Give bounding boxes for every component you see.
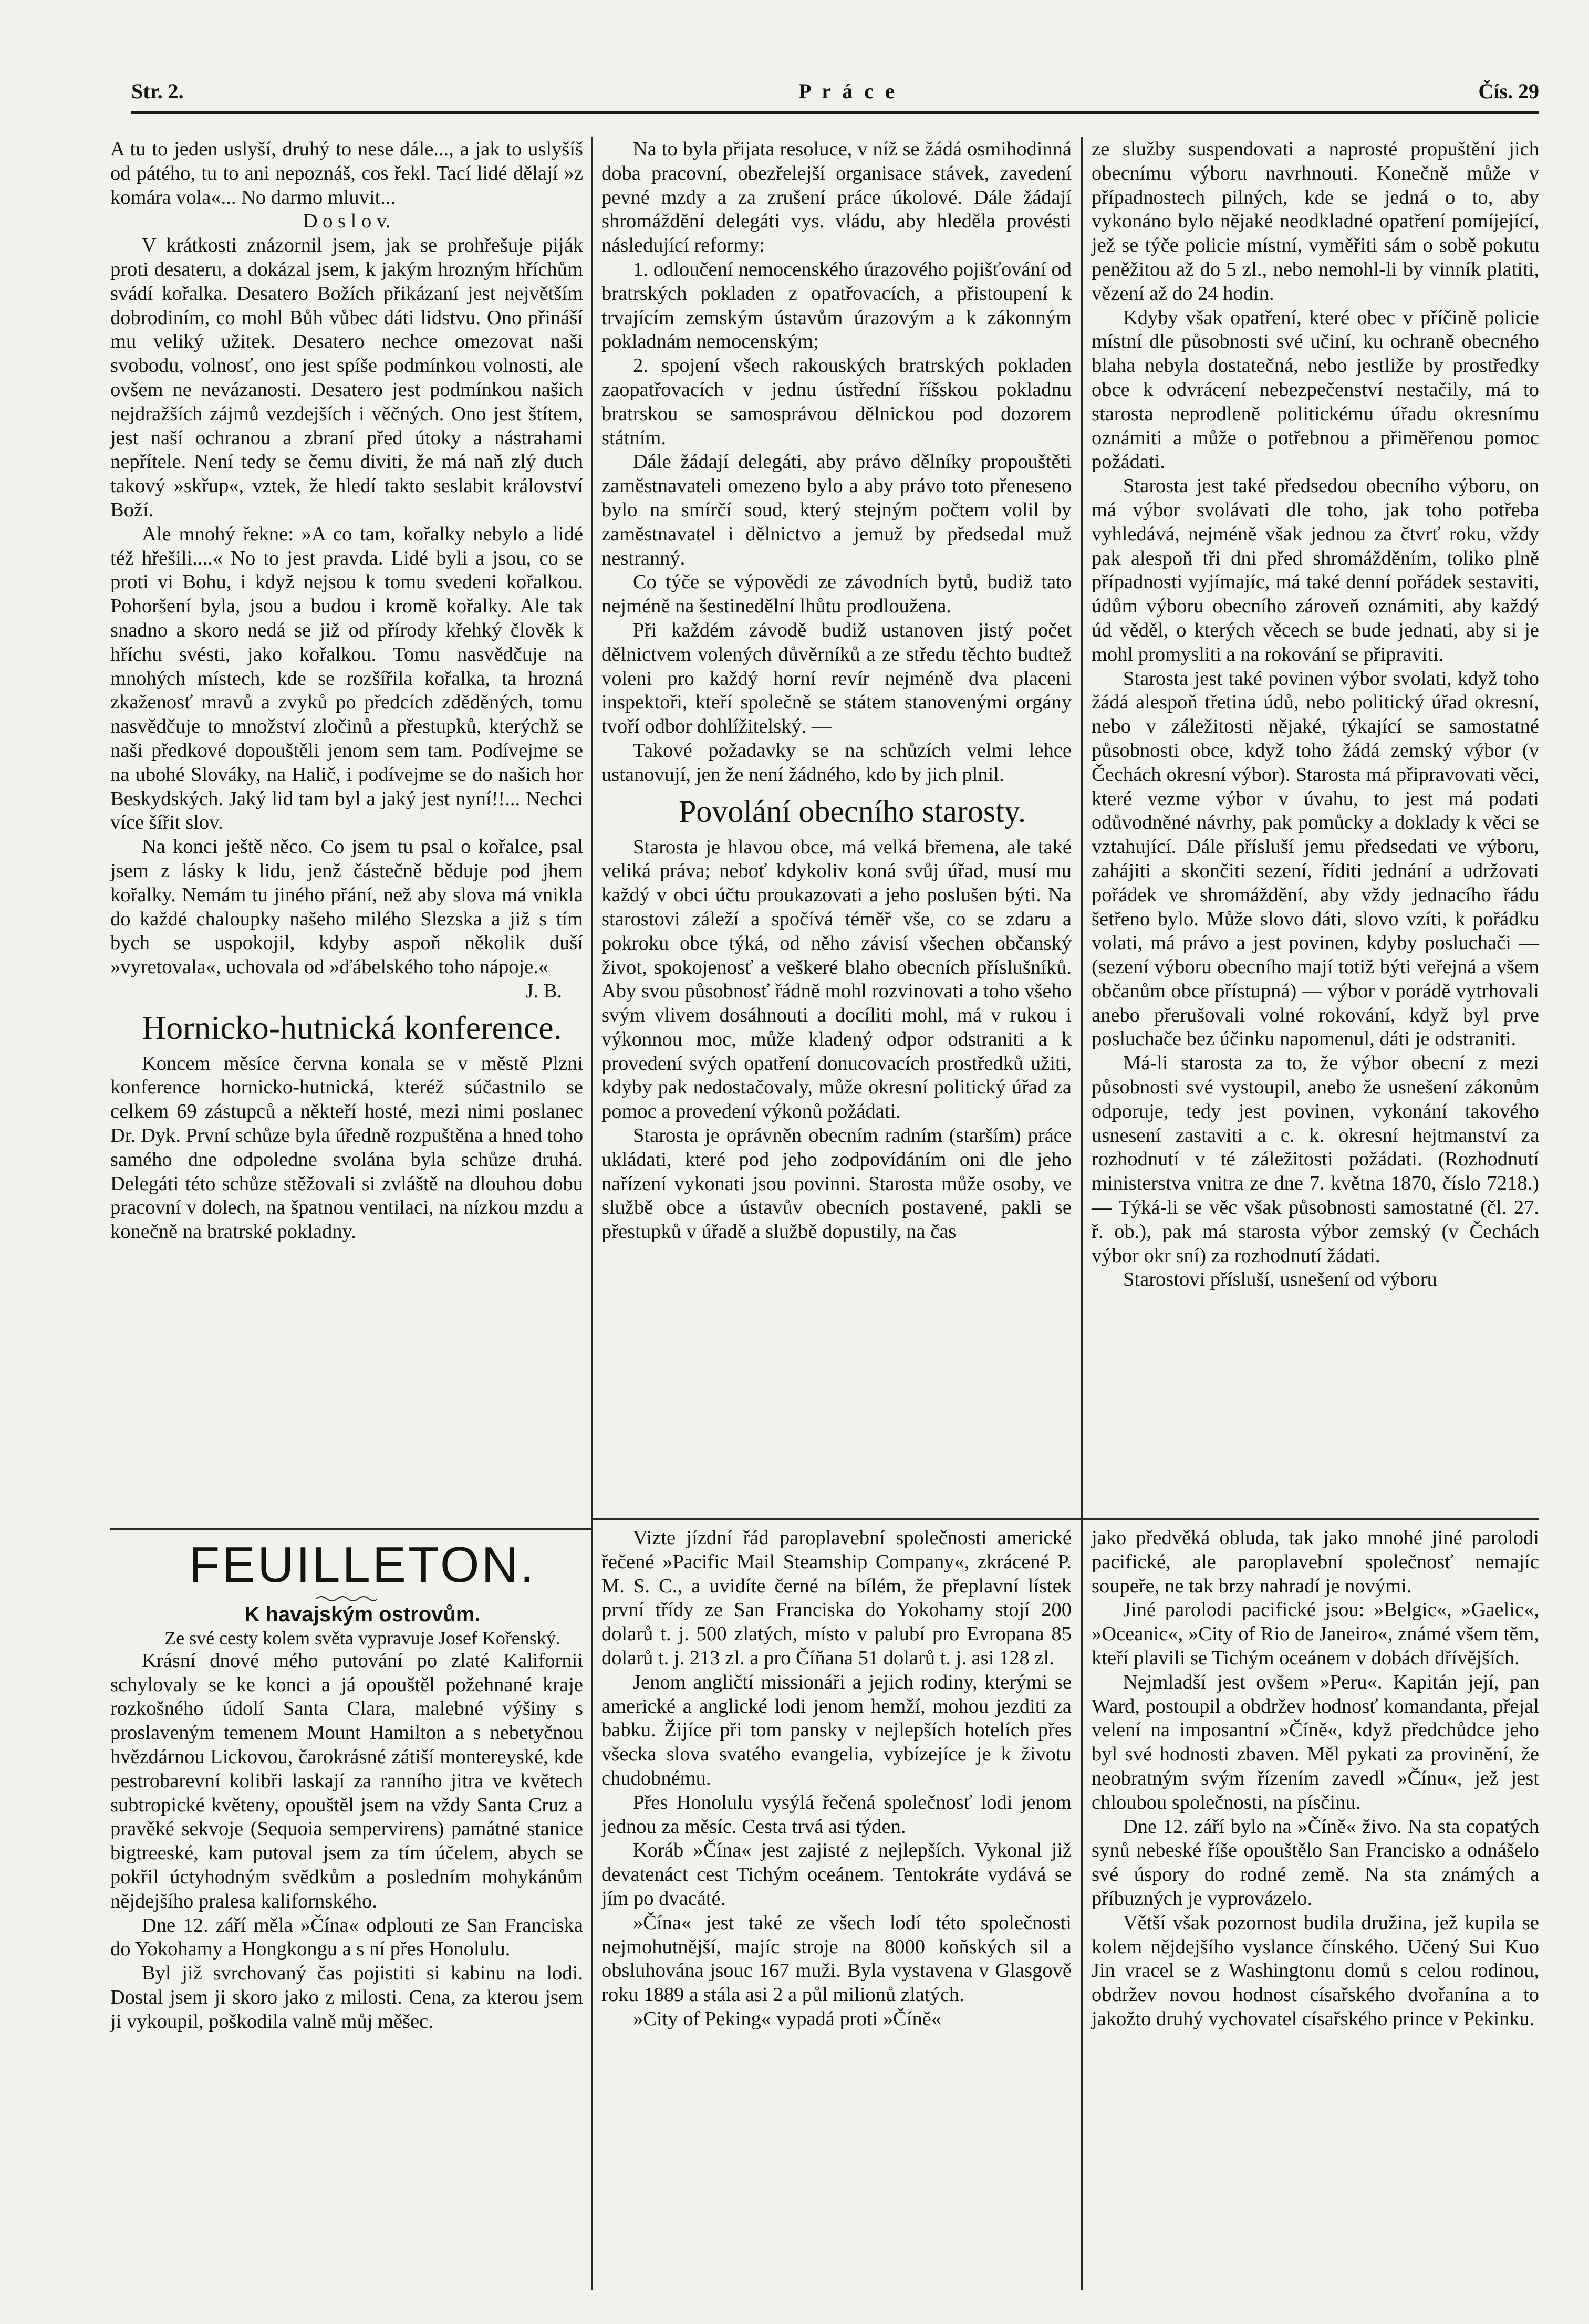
paragraph: Jiné parolodi pacifické jsou: »Belgic«, »Gaelic«, »Oceanic«, »City of Rio de Janeiro«, známé všem těm, kteří plavili se Tichým oceánem v dobách dřívějších. (1092, 1599, 1539, 1669)
issue-number: Čís. 29 (1478, 79, 1539, 103)
paragraph: Starosta jest také předsedou obecního výboru, on má výbor svolávati dle toho, jak toho potřeba vyhledává, nejméně však jednou za čtvrť roku, vždy pak alespoň tři dni před shromážděním, toliko plně případnosti vyjímajíc, má také denní pořádek sestaviti, údům výboru obecního zároveň oznámiti, aby každý úd věděl, o kterých věcech se bude jednati, aby si je mohl promysliti a na rokování se připraviti. (1092, 475, 1539, 665)
column-1 (110, 138, 583, 1244)
paragraph: Vizte jízdní řád paroplavební společnosti americké řečené »Pacific Mail Steamship Company«, zkrácené P. M. S. C., a uvidíte černé na bílém, že přeplavní lístek první třídy ze San Franciska do Yokohamy stojí 200 dolarů t. j. 500 zlatých, místo v palubí pro Evropana 85 dolarů t. j. 213 zl. a pro Číňana 51 dolarů t. j. asi 128 zl. (601, 1527, 1072, 1669)
paragraph: Koncem měsíce června konala se v městě Plzni konference hornicko-hutnická, kteréž súčastnilo se celkem 69 zástupců a někteří hosté, mezi nimi poslanec Dr. Dyk. První schůze byla úředně rozpuštěna a hned toho samého dne odpoledne svolána byla schůze druhá. Delegáti této schůze stěžovali si zvláště na dlouhou dobu pracovní v dolech, na špatnou ventilaci, na nízkou mzdu a konečně na bratrské pokladny. (110, 1052, 583, 1243)
page-header (131, 79, 1539, 110)
paragraph: Má-li starosta za to, že výbor obecní z mezi působnosti své vystoupil, anebo že usnešení zákonům odporuje, tedy jest povinen, vykonání takového usnesení zastaviti a c. k. okresní hejtmanství za rozhodnutí v té záležitosti požádati. (Rozhodnutí ministerstva vnitra ze dne 7. května 1870, číslo 7218.) — Týká-li se věc však působnosti samostatné (čl. 27. ř. ob.), pak má starosta výbor zemský (v Čechách výbor okr sní) za rozhodnutí žádati. (1092, 1052, 1539, 1267)
paragraph: Starosta jest také povinen výbor svolati, když toho žádá alespoň třetina údů, nebo politický úřad okresní, nebo v záležitosti nějaké, týkající se samostatné působnosti obce, když toho žádá zemský výbor (v Čechách okresní výbor). Starosta má připravovati věci, které vezme výbor v úvahu, to jest má podati odůvodněné návrhy, pak pomůcky a doklady k věci se vztahující. Dále přísluší jemu předsedati ve výboru, zahájiti a skončiti sezení, říditi jednání a udržovati pořádek ve shromáždění, aby vždy jednacího řádu šetřeno bylo. Může slovo dáti, slovo vzíti, k pořádku volati, má právo a jest povinen, kdyby posluchači — (sezení výboru obecního mají totiž býti veřejná a všem občanům obce přístupná) — výbor v porádě vytrhovali anebo přerušovali volné rokování, když byl prve posluchače bez účinku napomenul, dáti je odstraniti. (1092, 667, 1539, 1050)
paragraph: Starostovi přísluší, usnešení od výboru (1123, 1268, 1437, 1291)
paragraph: Kdyby však opatření, které obec v příčině policie místní dle působnosti své učiní, ku ochraně obecného blaha nebyla dostatečná, nebo jestliže by prostředky obce k odvrácení nebezpečenství nestačily, má to starosta neprodleně politickému úřadu okresnímu oznámiti a může o potřebnou a přiměřenou pomoc požádati. (1092, 306, 1539, 473)
column-2 (601, 138, 1072, 1244)
feuilleton-title: FEUILLETON. (189, 1537, 536, 1593)
signature: J. B. (525, 979, 562, 1002)
paragraph: Dne 12. září měla »Čína« odplouti ze San Franciska do Yokohamy a Hongkongu a s ní přes Honolulu. (110, 1914, 583, 1961)
ornament-squiggle (315, 1595, 378, 1603)
feuilleton-rule-left (110, 1528, 591, 1530)
paragraph: 1. odloučení nemocenského úrazového pojišťování od bratrských pokladen z opatřovacích, a přistoupení k trvajícím zemským ústavům úrazovým a k zákonným pokladnám nemocenským; (601, 258, 1072, 353)
paragraph: Na konci ještě něco. Co jsem tu psal o kořalce, psal jsem z lásky k lidu, jenž částečně běduje pod jhem kořalky. Nemám tu jiného přání, než aby slova má vnikla do každé chaloupky našeho milého Slezska a již s tím bych se uspokojil, kdyby aspoň několik duší »vyretovala«, uchovala od »ďábelského toho nápoje.« (110, 836, 583, 978)
feuilleton-rule-right (591, 1518, 1539, 1520)
feuilleton-column-2 (601, 1526, 1072, 2031)
newspaper-title: P r á c e (798, 79, 898, 103)
feuilleton-author: Ze své cesty kolem světa vypravuje Josef Kořenský. (164, 1627, 560, 1649)
paragraph: Dále žádají delegáti, aby právo dělníky propouštěti zaměstnavateli omezeno bylo a aby právo toto přeneseno bylo na smírčí soud, který stejným počtem volil by zaměstnavatel i dělnictvo a jemuž by předsedal muž nestranný. (601, 451, 1072, 569)
paragraph: »City of Peking« vypadá proti »Číně« (633, 2007, 942, 2030)
paragraph: Starosta je hlavou obce, má velká břemena, ale také veliká práva; neboť kdykoliv koná svůj úřad, musí mu každý v obci účtu proukazovati a jeho poslušen býti. Na starostovi záleží a spočívá téměř vše, co se zdaru a pokroku obce týká, od něho závisí všechen občanský život, spokojenosť a veškeré blaho obecních příslušníků. Aby svou působnosť řádně mohl rozvinovati a toho všeho svým vlivem dosáhnouti a docíliti mohl, má v rukou i výkonnou moc, může kladený odpor odstraniti a k provedení svých opatření donucovacích prostředků užiti, kdyby pak nedostačovaly, může okresní politický úřad za pomoc a provedení výkonů požádati. (601, 836, 1072, 1123)
paragraph: Ale mnohý řekne: »A co tam, kořalky nebylo a lidé též hřešili....« No to jest pravda. Lidé byli a jsou, co se proti vi Bohu, i když nejsou k tomu svedeni kořalkou. Pohoršení byla, jsou a budou i kromě kořalky. Ale tak snadno a skoro nedá se již od přírody křehký člověk k hříchu svésti, jako kořalkou. Tomu nasvědčuje na mnohých místech, kde se rozšířila kořalka, ta hrozná zkaženosť mravů a zvyků po předcích zděděných, tomu nasvědčuje to množství zločinů a přestupků, kterýchž se naši předkové dopouštěli jenom sem tam. Podívejme se na ubohé Slováky, na Halič, i podívejme se do našich hor Beskydských. Jaký lid tam byl a jaký jest nyní!!... Nechci více šířit slov. (110, 523, 583, 834)
article-heading-conference: Hornicko-hutnická konference. (142, 1008, 562, 1046)
paragraph: Jenom angličtí missionáři a jejich rodiny, kterými se americké a anglické lodi jenom hemží, mohou jezditi za babku. Žijíce při tom pansky v nejlepších hotelích přes všecka slova svatého evangelia, vybízejíce je k životu chudobnému. (601, 1671, 1072, 1789)
feuilleton-column-1 (110, 1539, 583, 2034)
column-rule-1 (591, 137, 593, 2290)
paragraph: Krásní dnové mého putování po zlaté Kalifornii schylovaly se ke konci a já opouštěl požehnané kraje rozkošného údolí Santa Clara, malebné výšiny s proslaveným temenem Mount Hamilton a s nebetyčnou hvězdárnou Lickovou, čarokrásné zátiší montereyské, kde pestrobarevní kolibři laskají za ranního jitra ve květech subtropické květeny, opouštěl jsem na vždy Santa Cruz a pravěké sekvoje (Sequoia sempervirens) památné stanice bigtreeské, kam putoval jsem za tím účelem, abych se pokřil úctyhodným svědkům a posledním mohykánům nějdejšího pralesa kalifornského. (110, 1649, 583, 1912)
paragraph: Přes Honolulu vysýlá řečená společnosť lodi jenom jednou za měsíc. Cesta trvá asi týden. (601, 1791, 1072, 1838)
paragraph: Starosta je oprávněn obecním radním (starším) práce ukládati, které pod jeho zodpovídáním oni dle jeho nařízení vykonati jsou povinni. Starosta může osoby, ve službě obce a ústavův obecních postavené, pakli se přestupků v úřadě a službě dopustily, na čas (601, 1124, 1072, 1243)
column-3 (1092, 138, 1539, 1292)
paragraph: Při každém závodě budiž ustanoven jistý počet dělnictvem volených důvěrníků a ze středu těchto budtež voleni pro každý horní revír nejméně dva placeni inspektoři, kteří společně se státem stanovenými orgány tvoří odbor dohlížitelský. — (601, 619, 1072, 738)
paragraph: Co týče se výpovědi ze závodních bytů, budiž tato nejméně na šestinedělní lhůtu prodloužena. (601, 571, 1072, 618)
paragraph: V krátkosti znázornil jsem, jak se prohřešuje piják proti desateru, a dokázal jsem, k jakým hrozným hříchům svádí kořalka. Desatero Božích přikázaní jest největším dobrodiním, co mohl Bůh vůbec dáti lidstvu. Ono přináší mu veliký užitek. Desatero nechce omezovat naši svobodu, volnosť, ono jest spíše podmínkou volnosti, ale ovšem ne nevázanosti. Desatero jest podmínkou našich nejdražších zájmů vezdejších i věčných. Ono jest štítem, jest naší ochranou a zbraní před útoky a nástrahami nepřítele. Není tedy se čemu diviti, že má naň zlý duch takový »skřup«, vztek, že hledí takto seslabit království Boží. (110, 234, 583, 521)
feuilleton-column-3 (1092, 1526, 1539, 2031)
column-rule-2 (1081, 137, 1083, 2290)
paragraph: 2. spojení všech rakouských bratrských pokladen zaopatřovacích v jednu ústřední říšskou pokladnu bratrskou se samosprávou dělnickou pod dozorem státním. (601, 355, 1072, 449)
paragraph: Koráb »Čína« jest zajisté z nejlepších. Vykonal již devatenáct cest Tichým oceánem. Tentokráte vydává se jím po dvacáté. (601, 1839, 1072, 1910)
header-rule (131, 111, 1539, 114)
paragraph: jako předvěká obluda, tak jako mnohé jiné parolodi pacifické, ale paroplavební společnosť nemajíc soupeře, ne tak brzy nahradí je novými. (1092, 1527, 1539, 1597)
paragraph: Dne 12. září bylo na »Číně« živo. Na sta copatých synů nebeské říše opouštělo San Francisko a odnášelo své úspory do rodné země. Na sta známých a příbuzných je vyprovázelo. (1092, 1815, 1539, 1910)
paragraph-intro: A tu to jeden uslyší, druhý to nese dále..., a jak to uslyšíš od pátého, tu to ani nepoznáš, cos řekl. Tací lidé dělají »z komára vola«... No darmo mluvit... (110, 138, 583, 209)
page-number: Str. 2. (131, 79, 184, 103)
paragraph: Takové požadavky se na schůzích velmi lehce ustanovují, jen že není žádného, kdo by jich plnil. (601, 739, 1072, 786)
paragraph: »Čína« jest také ze všech lodí této společnosti nejmohutnější, majíc stroje na 8000 koňských sil a obsluhována jsouc 167 muži. Byla vystavena v Glasgově roku 1889 a stála asi 2 a půl milionů zlatých. (601, 1911, 1072, 2006)
feuilleton-subtitle: K havajským ostrovům. (244, 1603, 481, 1626)
section-heading-doslov: D o s l o v. (303, 210, 391, 233)
paragraph: Na to byla přijata resoluce, v níž se žádá osmihodinná doba pracovní, obezřelejší organisace stávek, zavedení pevné mzdy a za zrušení práce úkolové. Dále žádají shromáždění delegáti vys. vládu, aby hleděla provésti následující reformy: (601, 138, 1072, 257)
paragraph: ze služby suspendovati a naprosté propuštění jich obecnímu výboru navrhnouti. Konečně může v případnostech pilných, kde se jedná o to, aby vykonáno bylo nějaké neodkladné opatření pomíjející, jež se týče policie místní, vyměřiti sám o sobě pokutu peněžitou až do 5 zl., nebo nemohl-li by vinník platiti, vězení až do 24 hodin. (1092, 138, 1539, 305)
paragraph: Větší však pozornost budila družina, jež kupila se kolem nějdejšího vyslance čínského. Učený Sui Kuo Jin vracel se z Washingtonu domů s celou rodinou, obdržev novou hodnost císařského dvořanína a to jakožto druhý vychovatel císařského prince v Pekinku. (1092, 1911, 1539, 2030)
article-heading-starosta: Povolání obecního starosty. (678, 794, 1026, 829)
paragraph: Nejmladší jest ovšem »Peru«. Kapitán její, pan Ward, postoupil a obdržev hodnosť komandanta, přejal velení na imposantní »Číně«, když předchůdce jeho byl své hodnosti zbaven. Měl pykati za provinění, že neobratným svým řízením zavedl »Čínu«, jež jest chloubou společnosti, na písčinu. (1092, 1671, 1539, 1814)
paragraph: Byl již svrchovaný čas pojistiti si kabinu na lodi. Dostal jsem ji skoro jako z milosti. Cena, za kterou jsem ji vykoupil, poškodila valně můj měšec. (110, 1962, 583, 2033)
